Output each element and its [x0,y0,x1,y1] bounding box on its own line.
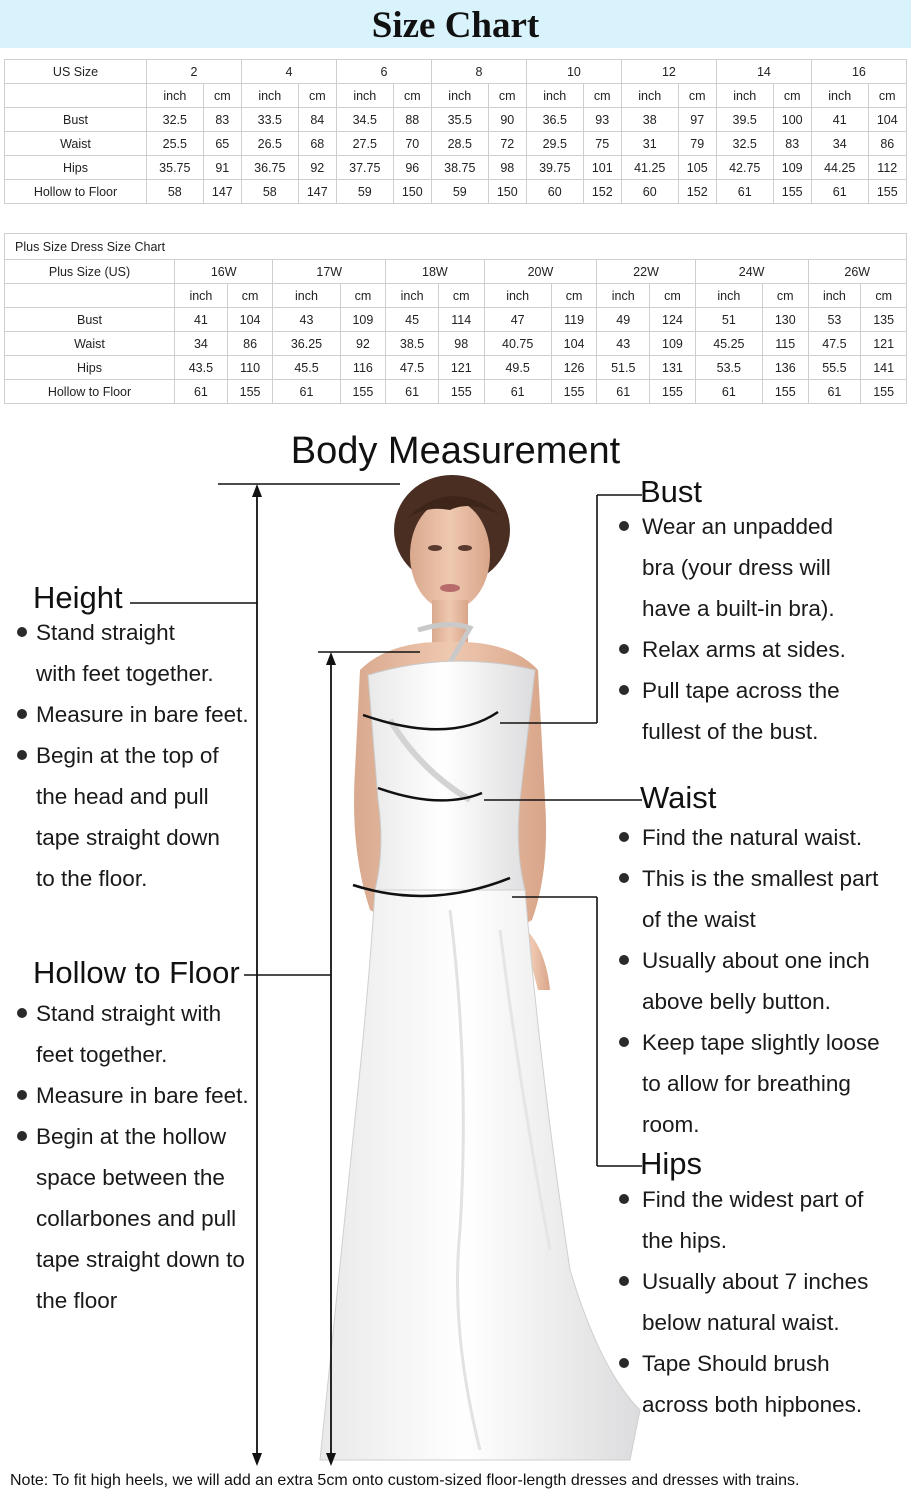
table-cell: 61 [695,380,762,404]
model-illustration [300,470,660,1470]
unit-header: inch [147,84,204,108]
table-cell: 41 [811,108,868,132]
table-cell: 112 [868,156,906,180]
hollow-line: Begin at the hollow [36,1124,227,1149]
table-cell: 105 [678,156,716,180]
unit-header: inch [597,284,650,308]
table-row [5,180,907,204]
table-cell: 104 [868,108,906,132]
table-cell: 59 [431,180,488,204]
table-cell: 141 [861,356,907,380]
table-cell: 32.5 [716,132,773,156]
table-cell: 60 [621,180,678,204]
table-cell: 98 [488,156,526,180]
footer-note: Note: To fit high heels, we will add an extra 5cm onto custom-sized floor-length dresses and dresses with trains. [10,1472,800,1489]
size-header: 6 [336,60,431,84]
table-cell: 72 [488,132,526,156]
plus-size-table [4,233,907,404]
table-cell: 61 [484,380,551,404]
table-cell: 45.25 [695,332,762,356]
unit-header: inch [336,84,393,108]
table-cell: 39.75 [526,156,583,180]
table-cell: 58 [241,180,298,204]
table-cell: 33.5 [241,108,298,132]
table-cell: 109 [773,156,811,180]
table-cell: 26.5 [241,132,298,156]
row-label: Bust [5,108,147,132]
unit-header: cm [762,284,808,308]
hollow-heading: Hollow to Floor [33,955,240,990]
table-cell: 38.5 [386,332,439,356]
bullet [619,873,629,883]
table-caption: Plus Size Dress Size Chart [5,234,907,260]
waist-line: of the waist [642,907,756,932]
table-cell: 29.5 [526,132,583,156]
hips-line: the hips. [642,1228,728,1253]
table-cell: 86 [227,332,273,356]
table-header-row [5,60,907,84]
table-cell: 61 [597,380,650,404]
table-row [5,308,907,332]
bust-line: Wear an unpadded [642,514,833,539]
bullet [619,1037,629,1047]
height-heading: Height [33,580,123,615]
table-cell: 37.75 [336,156,393,180]
table-row [5,132,907,156]
table-cell: 97 [678,108,716,132]
waist-line: Keep tape slightly loose [642,1030,880,1055]
hips-line: below natural waist. [642,1310,840,1335]
row-label: Hollow to Floor [5,180,147,204]
table-cell: 49 [597,308,650,332]
table-cell: 34.5 [336,108,393,132]
row-label: Hips [5,356,175,380]
size-header: 12 [621,60,716,84]
unit-row [5,84,907,108]
unit-header: inch [241,84,298,108]
header-label: Plus Size (US) [5,260,175,284]
table-cell: 61 [716,180,773,204]
table-cell: 115 [762,332,808,356]
table-cell: 38 [621,108,678,132]
unit-header: inch [484,284,551,308]
table-row [5,356,907,380]
hollow-line: the floor [36,1288,118,1313]
table-cell: 42.75 [716,156,773,180]
bullet [619,521,629,531]
table-cell: 104 [227,308,273,332]
table-row [5,332,907,356]
table-cell: 60 [526,180,583,204]
empty-cell [5,284,175,308]
hollow-line: tape straight down to [36,1247,245,1272]
waist-line: This is the smallest part [642,866,879,891]
table-cell: 83 [203,108,241,132]
bust-heading: Bust [640,474,703,509]
table-cell: 104 [551,332,597,356]
unit-header: inch [175,284,228,308]
table-cell: 45.5 [273,356,340,380]
table-cell: 155 [438,380,484,404]
unit-header: cm [678,84,716,108]
table-cell: 93 [583,108,621,132]
unit-header: inch [811,84,868,108]
table-cell: 121 [861,332,907,356]
unit-header: cm [650,284,696,308]
table-cell: 47.5 [386,356,439,380]
table-cell: 126 [551,356,597,380]
table-cell: 35.75 [147,156,204,180]
table-cell: 25.5 [147,132,204,156]
height-line: Measure in bare feet. [36,702,249,727]
bust-line: Pull tape across the [642,678,840,703]
bullet [619,955,629,965]
table-cell: 44.25 [811,156,868,180]
table-cell: 49.5 [484,356,551,380]
bullet [17,709,27,719]
table-cell: 68 [298,132,336,156]
table-cell: 34 [175,332,228,356]
table-cell: 136 [762,356,808,380]
table-cell: 32.5 [147,108,204,132]
unit-header: cm [488,84,526,108]
row-label: Waist [5,132,147,156]
table-cell: 90 [488,108,526,132]
table-cell: 135 [861,308,907,332]
table-cell: 88 [393,108,431,132]
hips-line: across both hipbones. [642,1392,863,1417]
table-cell: 101 [583,156,621,180]
size-header: 17W [273,260,386,284]
waist-line: Usually about one inch [642,948,870,973]
table-cell: 155 [762,380,808,404]
size-header: 8 [431,60,526,84]
table-cell: 43 [597,332,650,356]
table-cell: 51.5 [597,356,650,380]
size-header: 18W [386,260,484,284]
table-cell: 61 [273,380,340,404]
table-cell: 155 [868,180,906,204]
size-header: 4 [241,60,336,84]
waist-line: Find the natural waist. [642,825,863,850]
table-cell: 100 [773,108,811,132]
table-cell: 65 [203,132,241,156]
table-cell: 31 [621,132,678,156]
size-header: 26W [808,260,906,284]
table-cell: 28.5 [431,132,488,156]
hips-heading: Hips [640,1146,703,1181]
table-cell: 83 [773,132,811,156]
table-cell: 155 [551,380,597,404]
height-line: Stand straight [36,620,175,645]
table-cell: 41 [175,308,228,332]
table-cell: 109 [340,308,386,332]
table-cell: 39.5 [716,108,773,132]
table-cell: 91 [203,156,241,180]
bust-line: fullest of the bust. [642,719,819,744]
table-cell: 75 [583,132,621,156]
table-cell: 152 [678,180,716,204]
table-cell: 40.75 [484,332,551,356]
unit-header: inch [621,84,678,108]
size-header: 2 [147,60,242,84]
unit-header: cm [340,284,386,308]
bullet [619,644,629,654]
size-header: 22W [597,260,695,284]
body-measurement-title: Body Measurement [290,430,621,472]
table-cell: 36.75 [241,156,298,180]
table-cell: 152 [583,180,621,204]
waist-line: to allow for breathing [642,1071,851,1096]
bullet [17,1008,27,1018]
table-cell: 147 [203,180,241,204]
unit-header: cm [438,284,484,308]
table-cell: 114 [438,308,484,332]
table-cell: 109 [650,332,696,356]
unit-header: cm [551,284,597,308]
unit-header: inch [695,284,762,308]
waist-line: room. [642,1112,700,1137]
size-header: 16W [175,260,273,284]
size-header: 20W [484,260,597,284]
table-cell: 36.25 [273,332,340,356]
table-cell: 96 [393,156,431,180]
table-row [5,108,907,132]
size-table [4,59,907,204]
height-line: with feet together. [36,661,214,686]
waist-line: above belly button. [642,989,831,1014]
table-cell: 55.5 [808,356,861,380]
row-label: Waist [5,332,175,356]
row-label: Hips [5,156,147,180]
unit-header: inch [273,284,340,308]
table-cell: 45 [386,308,439,332]
page-title: Size Chart [371,5,540,46]
table-row [5,380,907,404]
table-cell: 34 [811,132,868,156]
size-header: 14 [716,60,811,84]
table-cell: 70 [393,132,431,156]
table-cell: 58 [147,180,204,204]
waist-heading: Waist [640,780,717,815]
table-cell: 43 [273,308,340,332]
table-cell: 150 [393,180,431,204]
bullet [619,832,629,842]
table-cell: 79 [678,132,716,156]
bust-line: bra (your dress will [642,555,831,580]
height-line: Begin at the top of [36,743,219,768]
unit-header: inch [386,284,439,308]
table-cell: 61 [386,380,439,404]
unit-header: cm [393,84,431,108]
unit-header: cm [203,84,241,108]
table-cell: 61 [175,380,228,404]
bullet [17,1131,27,1141]
table-cell: 27.5 [336,132,393,156]
hollow-line: collarbones and pull [36,1206,237,1231]
table-cell: 98 [438,332,484,356]
table-cell: 92 [298,156,336,180]
hips-line: Tape Should brush [642,1351,830,1376]
bust-line: have a built-in bra). [642,596,835,621]
size-header: 16 [811,60,906,84]
table-cell: 147 [298,180,336,204]
table-cell: 124 [650,308,696,332]
unit-header: cm [861,284,907,308]
size-header: 10 [526,60,621,84]
table-cell: 155 [227,380,273,404]
hollow-line: Measure in bare feet. [36,1083,249,1108]
table-cell: 131 [650,356,696,380]
table-cell: 84 [298,108,336,132]
unit-header: inch [431,84,488,108]
unit-header: inch [808,284,861,308]
table-cell: 53 [808,308,861,332]
table-cell: 41.25 [621,156,678,180]
bullet [619,1358,629,1368]
unit-header: cm [583,84,621,108]
unit-header: cm [298,84,336,108]
unit-header: inch [716,84,773,108]
table-cell: 35.5 [431,108,488,132]
unit-header: cm [773,84,811,108]
bullet [619,685,629,695]
table-cell: 155 [773,180,811,204]
table-cell: 119 [551,308,597,332]
table-cell: 155 [861,380,907,404]
unit-header: cm [227,284,273,308]
table-cell: 47 [484,308,551,332]
hollow-line: space between the [36,1165,225,1190]
empty-cell [5,84,147,108]
bullet [619,1194,629,1204]
table-header-row [5,260,907,284]
table-cell: 38.75 [431,156,488,180]
table-cell: 121 [438,356,484,380]
table-cell: 53.5 [695,356,762,380]
table-cell: 61 [811,180,868,204]
bullet [17,1090,27,1100]
height-line: to the floor. [36,866,148,891]
table-cell: 51 [695,308,762,332]
row-label: Hollow to Floor [5,380,175,404]
row-label: Bust [5,308,175,332]
table-cell: 59 [336,180,393,204]
table-row [5,156,907,180]
table-cell: 43.5 [175,356,228,380]
hips-line: Usually about 7 inches [642,1269,869,1294]
table-cell: 36.5 [526,108,583,132]
table-cell: 116 [340,356,386,380]
hollow-line: Stand straight with [36,1001,222,1026]
hips-line: Find the widest part of [642,1187,864,1212]
table-cell: 92 [340,332,386,356]
height-line: tape straight down [36,825,220,850]
bullet [619,1276,629,1286]
height-line: the head and pull [36,784,209,809]
bust-line: Relax arms at sides. [642,637,846,662]
unit-header: cm [868,84,906,108]
table-cell: 47.5 [808,332,861,356]
bullet [17,627,27,637]
unit-header: inch [526,84,583,108]
table-cell: 61 [808,380,861,404]
table-cell: 86 [868,132,906,156]
size-header: 24W [695,260,808,284]
table-cell: 155 [650,380,696,404]
hollow-line: feet together. [36,1042,168,1067]
table-cell: 155 [340,380,386,404]
unit-row [5,284,907,308]
table-cell: 150 [488,180,526,204]
header-label: US Size [5,60,147,84]
bullet [17,750,27,760]
table-cell: 110 [227,356,273,380]
table-cell: 130 [762,308,808,332]
